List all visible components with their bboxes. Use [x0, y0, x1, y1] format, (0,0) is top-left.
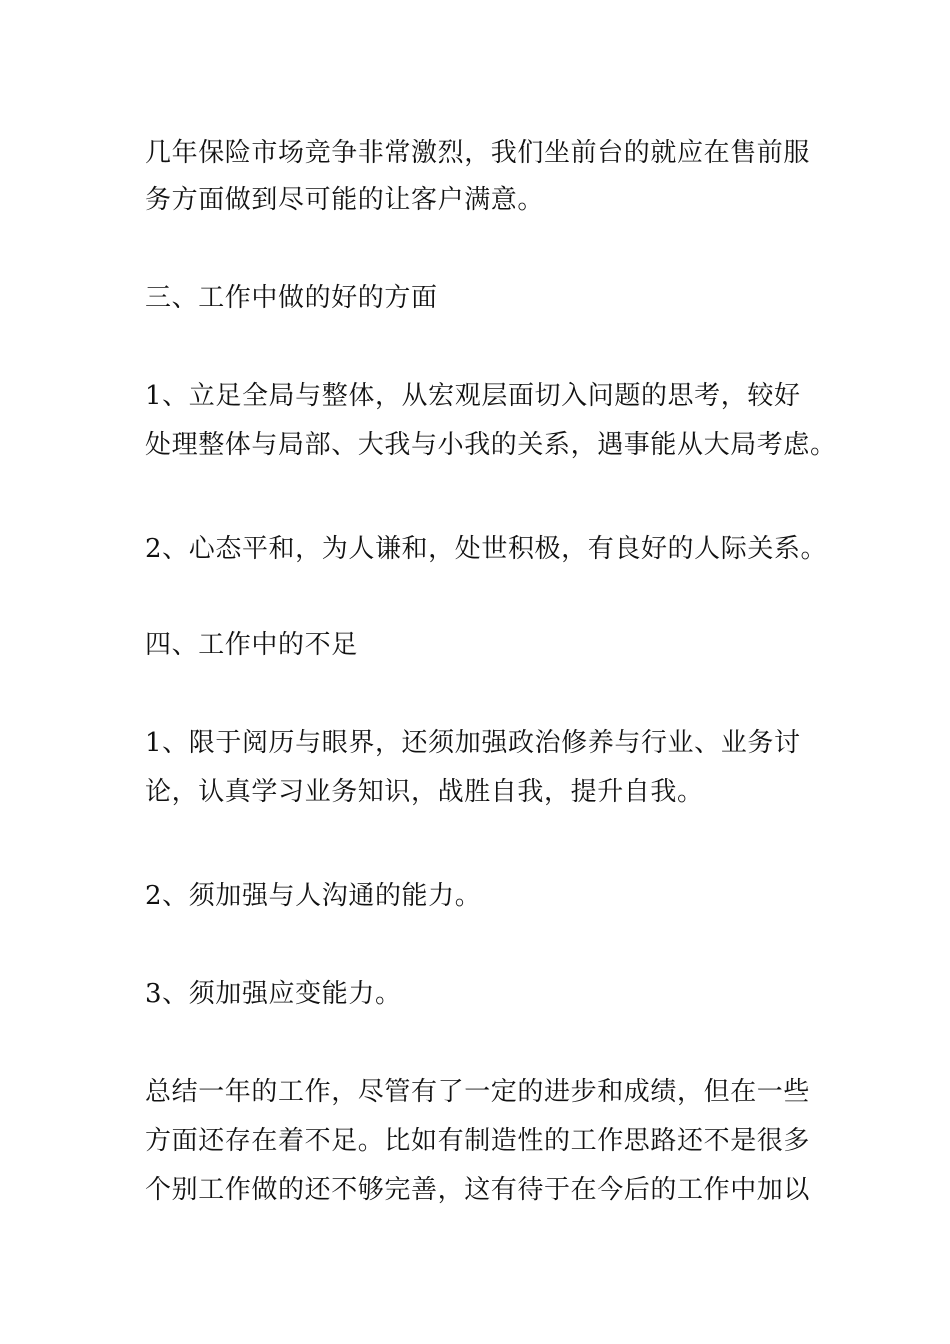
section-heading-shortcomings: 四、工作中的不足	[145, 630, 358, 660]
strength-item-1-line-1: 1、立足全局与整体，从宏观层面切入问题的思考，较好	[145, 381, 801, 411]
paragraph-intro-line-1: 几年保险市场竞争非常激烈，我们坐前台的就应在售前服	[145, 138, 811, 168]
summary-line-2: 方面还存在着不足。比如有制造性的工作思路还不是很多	[145, 1126, 811, 1156]
section-heading-strengths: 三、工作中做的好的方面	[145, 283, 438, 313]
shortcoming-item-1-line-2: 论，认真学习业务知识，战胜自我，提升自我。	[145, 777, 704, 807]
strength-item-1-line-2: 处理整体与局部、大我与小我的关系，遇事能从大局考虑。	[145, 430, 837, 460]
strength-item-2: 2、心态平和，为人谦和，处世积极，有良好的人际关系。	[145, 534, 828, 564]
shortcoming-item-1-line-1: 1、限于阅历与眼界，还须加强政治修养与行业、业务讨	[145, 728, 801, 758]
shortcoming-item-3: 3、须加强应变能力。	[145, 979, 402, 1009]
summary-line-1: 总结一年的工作，尽管有了一定的进步和成绩，但在一些	[145, 1077, 811, 1107]
summary-line-3: 个别工作做的还不够完善，这有待于在今后的工作中加以	[145, 1175, 811, 1205]
paragraph-intro-line-2: 务方面做到尽可能的让客户满意。	[145, 185, 545, 215]
shortcoming-item-2: 2、须加强与人沟通的能力。	[145, 881, 482, 911]
